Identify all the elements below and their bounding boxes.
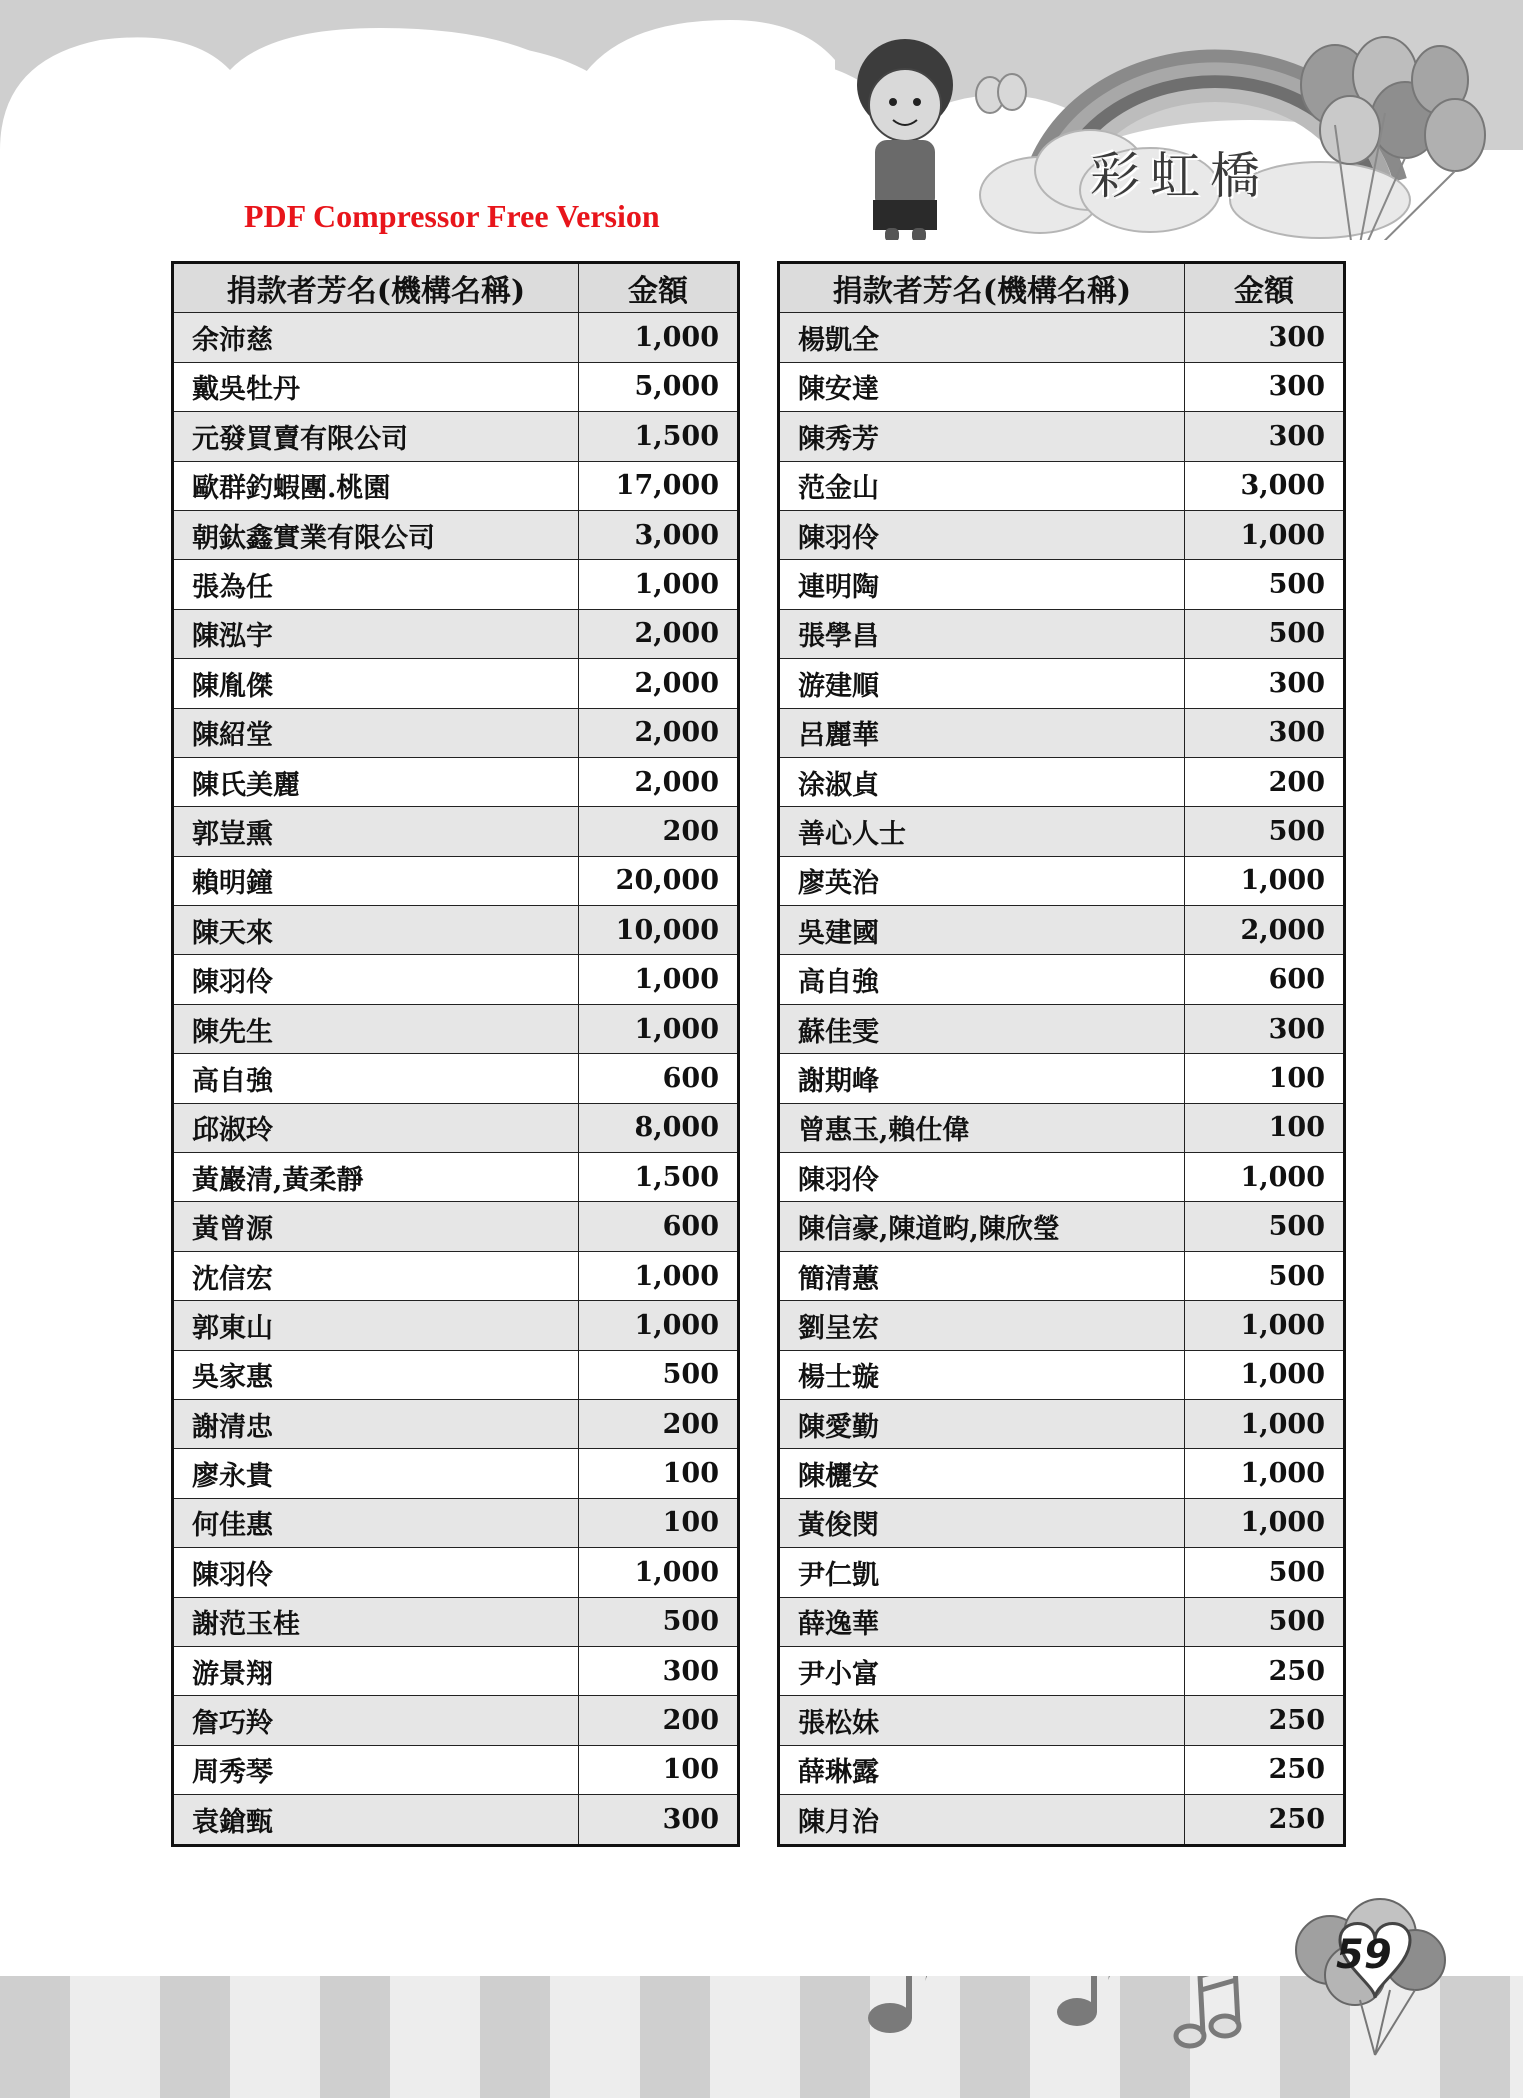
donor-name-cell: 張為任: [173, 560, 579, 609]
donor-name-cell: 陳天來: [173, 906, 579, 955]
donation-amount-cell: 1,000: [579, 313, 739, 362]
donor-name-cell: 薛琳露: [779, 1745, 1185, 1794]
donor-name-cell: 黃巖清,黃柔靜: [173, 1153, 579, 1202]
table-row: [173, 1646, 739, 1695]
donation-amount-cell: 3,000: [1185, 461, 1345, 510]
table-row: [173, 510, 739, 559]
donation-amount-cell: 300: [1185, 412, 1345, 461]
donation-amount-cell: 250: [1185, 1745, 1345, 1794]
donor-name-cell: 吳建國: [779, 906, 1185, 955]
donor-name-cell: 陳泓宇: [173, 609, 579, 658]
table-row: [779, 1004, 1345, 1053]
donation-amount-cell: 300: [1185, 708, 1345, 757]
donor-table-right: [777, 261, 1346, 1847]
table-row: [779, 1202, 1345, 1251]
column-header-name: 捐款者芳名(機構名稱): [779, 263, 1185, 313]
table-row: [173, 313, 739, 362]
donation-amount-cell: 250: [1185, 1696, 1345, 1745]
donation-amount-cell: 300: [1185, 659, 1345, 708]
donor-name-cell: 陳紹堂: [173, 708, 579, 757]
table-row: [173, 1548, 739, 1597]
donation-amount-cell: 1,000: [1185, 1498, 1345, 1547]
donor-name-cell: 邱淑玲: [173, 1103, 579, 1152]
donation-amount-cell: 3,000: [579, 510, 739, 559]
donor-name-cell: 吳家惠: [173, 1350, 579, 1399]
donation-amount-cell: 200: [579, 807, 739, 856]
donation-amount-cell: 600: [579, 1054, 739, 1103]
donation-amount-cell: 300: [1185, 313, 1345, 362]
donor-name-cell: 謝清忠: [173, 1399, 579, 1448]
donation-amount-cell: 1,000: [1185, 1350, 1345, 1399]
donation-amount-cell: 100: [579, 1745, 739, 1794]
donation-amount-cell: 1,000: [579, 560, 739, 609]
donation-amount-cell: 100: [1185, 1054, 1345, 1103]
table-row: [779, 1153, 1345, 1202]
donation-amount-cell: 500: [1185, 1548, 1345, 1597]
donor-name-cell: 陳羽伶: [173, 1548, 579, 1597]
table-row: [779, 1399, 1345, 1448]
table-row: [173, 1597, 739, 1646]
donation-amount-cell: 500: [579, 1350, 739, 1399]
donor-name-cell: 陳信豪,陳道畇,陳欣瑩: [779, 1202, 1185, 1251]
donation-amount-cell: 1,000: [1185, 1449, 1345, 1498]
donor-name-cell: 袁鎗甄: [173, 1795, 579, 1845]
table-header-row: [779, 263, 1345, 313]
page-number: 59: [1336, 1932, 1392, 1978]
table-row: [173, 1696, 739, 1745]
table-row: [779, 757, 1345, 806]
table-row: [779, 1054, 1345, 1103]
donation-amount-cell: 2,000: [579, 609, 739, 658]
table-row: [779, 560, 1345, 609]
donor-name-cell: 游建順: [779, 659, 1185, 708]
table-row: [173, 955, 739, 1004]
donation-amount-cell: 10,000: [579, 906, 739, 955]
donation-amount-cell: 100: [579, 1449, 739, 1498]
table-row: [779, 807, 1345, 856]
table-row: [173, 757, 739, 806]
table-row: [779, 1696, 1345, 1745]
donation-amount-cell: 100: [579, 1498, 739, 1547]
donor-name-cell: 廖英治: [779, 856, 1185, 905]
donation-amount-cell: 20,000: [579, 856, 739, 905]
table-row: [779, 362, 1345, 411]
donation-amount-cell: 1,000: [579, 1548, 739, 1597]
donor-name-cell: 陳羽伶: [779, 1153, 1185, 1202]
donation-amount-cell: 500: [1185, 1251, 1345, 1300]
table-row: [779, 1350, 1345, 1399]
donor-table-right-body: [779, 313, 1345, 1845]
donor-name-cell: 楊士璇: [779, 1350, 1185, 1399]
donor-table-left-body: [173, 313, 739, 1845]
donation-amount-cell: 300: [1185, 1004, 1345, 1053]
table-row: [173, 461, 739, 510]
donation-amount-cell: 250: [1185, 1795, 1345, 1845]
table-row: [173, 856, 739, 905]
donor-name-cell: 謝期峰: [779, 1054, 1185, 1103]
brand-title: 彩虹橋: [1090, 147, 1270, 205]
table-row: [779, 609, 1345, 658]
table-row: [173, 1399, 739, 1448]
donation-amount-cell: 2,000: [579, 757, 739, 806]
table-row: [173, 1745, 739, 1794]
donation-amount-cell: 5,000: [579, 362, 739, 411]
table-row: [779, 1103, 1345, 1152]
table-row: [779, 955, 1345, 1004]
table-row: [779, 1251, 1345, 1300]
donor-name-cell: 黃曾源: [173, 1202, 579, 1251]
donor-name-cell: 呂麗華: [779, 708, 1185, 757]
table-row: [173, 807, 739, 856]
donation-amount-cell: 300: [579, 1646, 739, 1695]
donor-name-cell: 元發買賣有限公司: [173, 412, 579, 461]
donor-name-cell: 周秀琴: [173, 1745, 579, 1794]
table-row: [779, 856, 1345, 905]
donation-amount-cell: 500: [1185, 807, 1345, 856]
donation-amount-cell: 1,500: [579, 412, 739, 461]
table-row: [779, 659, 1345, 708]
donor-name-cell: 謝范玉桂: [173, 1597, 579, 1646]
donation-amount-cell: 2,000: [1185, 906, 1345, 955]
table-row: [779, 1301, 1345, 1350]
table-row: [173, 1301, 739, 1350]
donation-amount-cell: 250: [1185, 1646, 1345, 1695]
donor-name-cell: 賴明鐘: [173, 856, 579, 905]
donor-name-cell: 簡清蕙: [779, 1251, 1185, 1300]
donation-amount-cell: 1,000: [579, 1251, 739, 1300]
donation-amount-cell: 500: [579, 1597, 739, 1646]
donation-amount-cell: 500: [1185, 1597, 1345, 1646]
donor-name-cell: 黃俊閔: [779, 1498, 1185, 1547]
table-row: [779, 1745, 1345, 1794]
donor-name-cell: 高自強: [779, 955, 1185, 1004]
donor-name-cell: 張學昌: [779, 609, 1185, 658]
donation-amount-cell: 200: [579, 1696, 739, 1745]
donor-name-cell: 劉呈宏: [779, 1301, 1185, 1350]
donor-name-cell: 陳先生: [173, 1004, 579, 1053]
table-header-row: [173, 263, 739, 313]
donation-amount-cell: 17,000: [579, 461, 739, 510]
table-row: [173, 1350, 739, 1399]
table-row: [173, 1202, 739, 1251]
table-row: [173, 1498, 739, 1547]
donor-name-cell: 陳安達: [779, 362, 1185, 411]
donation-amount-cell: 1,000: [579, 1004, 739, 1053]
donor-name-cell: 余沛慈: [173, 313, 579, 362]
butterfly-icon: [976, 74, 1026, 113]
donation-amount-cell: 500: [1185, 1202, 1345, 1251]
header-decoration: [0, 0, 1523, 240]
donation-amount-cell: 1,000: [1185, 510, 1345, 559]
donor-name-cell: 范金山: [779, 461, 1185, 510]
donation-amount-cell: 1,000: [1185, 1399, 1345, 1448]
donor-name-cell: 蘇佳雯: [779, 1004, 1185, 1053]
table-row: [173, 560, 739, 609]
table-row: [779, 1795, 1345, 1845]
donation-amount-cell: 300: [1185, 362, 1345, 411]
table-row: [173, 1054, 739, 1103]
donor-name-cell: 郭東山: [173, 1301, 579, 1350]
donation-amount-cell: 2,000: [579, 659, 739, 708]
table-row: [173, 609, 739, 658]
donor-name-cell: 陳胤傑: [173, 659, 579, 708]
donor-name-cell: 陳羽伶: [779, 510, 1185, 559]
donor-name-cell: 沈信宏: [173, 1251, 579, 1300]
table-row: [173, 362, 739, 411]
donor-name-cell: 涂淑貞: [779, 757, 1185, 806]
table-row: [779, 313, 1345, 362]
donation-amount-cell: 1,000: [579, 955, 739, 1004]
donation-amount-cell: 200: [579, 1399, 739, 1448]
donation-amount-cell: 1,000: [1185, 856, 1345, 905]
donor-name-cell: 張松妹: [779, 1696, 1185, 1745]
table-row: [173, 906, 739, 955]
donation-amount-cell: 1,000: [1185, 1153, 1345, 1202]
donor-name-cell: 陳月治: [779, 1795, 1185, 1845]
donor-name-cell: 尹仁凱: [779, 1548, 1185, 1597]
donor-name-cell: 陳欐安: [779, 1449, 1185, 1498]
table-row: [779, 510, 1345, 559]
donor-name-cell: 陳秀芳: [779, 412, 1185, 461]
donation-amount-cell: 300: [579, 1795, 739, 1845]
donor-name-cell: 游景翔: [173, 1646, 579, 1695]
column-header-amount: 金額: [579, 263, 739, 313]
donation-amount-cell: 600: [579, 1202, 739, 1251]
donor-name-cell: 何佳惠: [173, 1498, 579, 1547]
donor-name-cell: 歐群釣蝦團.桃園: [173, 461, 579, 510]
table-row: [779, 708, 1345, 757]
donor-name-cell: 高自強: [173, 1054, 579, 1103]
donation-amount-cell: 8,000: [579, 1103, 739, 1152]
column-header-name: 捐款者芳名(機構名稱): [173, 263, 579, 313]
donor-table-left: [171, 261, 740, 1847]
table-row: [173, 1251, 739, 1300]
donor-name-cell: 楊凱全: [779, 313, 1185, 362]
donation-amount-cell: 1,500: [579, 1153, 739, 1202]
donor-name-cell: 陳羽伶: [173, 955, 579, 1004]
table-row: [173, 1153, 739, 1202]
donor-name-cell: 連明陶: [779, 560, 1185, 609]
table-row: [779, 461, 1345, 510]
column-header-amount: 金額: [1185, 263, 1345, 313]
donor-name-cell: 曾惠玉,賴仕偉: [779, 1103, 1185, 1152]
table-row: [779, 412, 1345, 461]
donor-name-cell: 薛逸華: [779, 1597, 1185, 1646]
table-row: [173, 1795, 739, 1845]
table-row: [779, 1498, 1345, 1547]
donation-amount-cell: 200: [1185, 757, 1345, 806]
table-row: [173, 708, 739, 757]
table-row: [173, 1103, 739, 1152]
donor-name-cell: 朝鈦鑫實業有限公司: [173, 510, 579, 559]
table-row: [779, 1548, 1345, 1597]
donation-amount-cell: 2,000: [579, 708, 739, 757]
donation-amount-cell: 1,000: [1185, 1301, 1345, 1350]
donor-name-cell: 詹巧羚: [173, 1696, 579, 1745]
table-row: [173, 1004, 739, 1053]
donor-name-cell: 尹小富: [779, 1646, 1185, 1695]
donation-amount-cell: 600: [1185, 955, 1345, 1004]
donor-name-cell: 善心人士: [779, 807, 1185, 856]
table-row: [173, 1449, 739, 1498]
donation-amount-cell: 500: [1185, 560, 1345, 609]
table-row: [173, 412, 739, 461]
table-row: [779, 1646, 1345, 1695]
donation-amount-cell: 100: [1185, 1103, 1345, 1152]
donor-name-cell: 陳愛勤: [779, 1399, 1185, 1448]
table-row: [779, 1449, 1345, 1498]
donation-amount-cell: 1,000: [579, 1301, 739, 1350]
table-row: [779, 1597, 1345, 1646]
donor-name-cell: 郭豈熏: [173, 807, 579, 856]
donor-name-cell: 陳氏美麗: [173, 757, 579, 806]
table-row: [173, 659, 739, 708]
donation-amount-cell: 500: [1185, 609, 1345, 658]
watermark-text: PDF Compressor Free Version: [244, 198, 660, 234]
donor-name-cell: 戴吳牡丹: [173, 362, 579, 411]
donor-name-cell: 廖永貴: [173, 1449, 579, 1498]
table-row: [779, 906, 1345, 955]
